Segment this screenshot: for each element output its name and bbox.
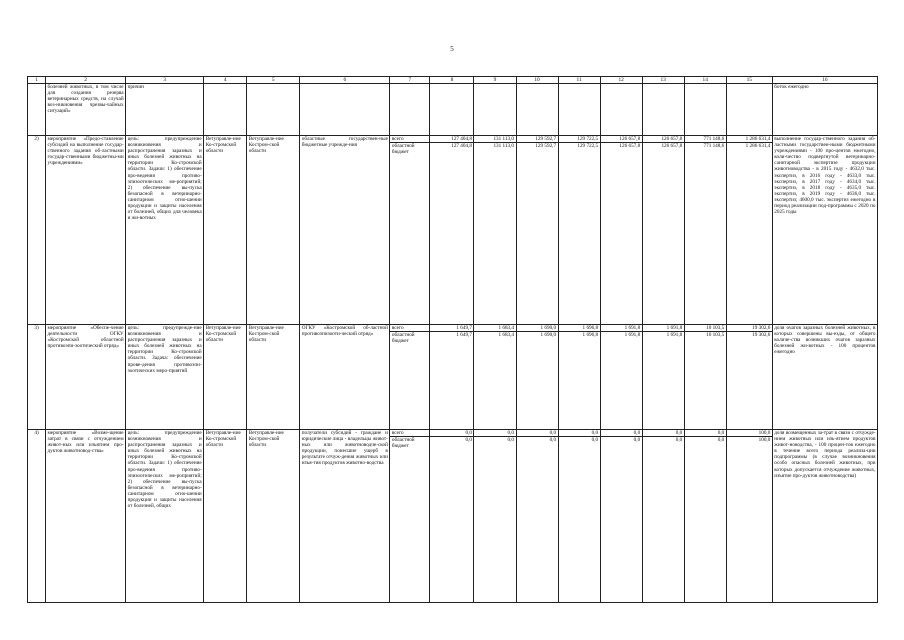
funding-source-cell — [390, 136, 430, 325]
header-cell: 4 — [204, 77, 247, 84]
value-total: 100,0 — [758, 437, 771, 444]
value-2017-cell — [516, 325, 558, 430]
table-row — [28, 430, 878, 603]
goal-text: цель: предупреждение возникновения и распространения заразных и иных болезней животных на территории Ко-стромской области. Задачи: 1) обеспечение про-ведения противо-эпизоотических ме-роприятий; 2) обеспечение вы-пуска безопасной в ветеринарно-санитарном отно-шении продукции и защиты населения от болезней, общих — [126, 430, 204, 603]
value-2015: 1 649,7 — [456, 332, 472, 339]
value-2020-cell — [642, 84, 684, 136]
row-number — [28, 84, 46, 136]
value-2016: 1 683,4 — [498, 332, 515, 339]
funding-source: всего — [390, 430, 429, 437]
value-2018: 129 722,5 — [577, 143, 599, 150]
value-2018: 1 696,8 — [582, 332, 599, 339]
header-cell: 2 — [46, 77, 126, 84]
executor: Ветупрaвле-ние Ко-стромской области — [204, 136, 247, 325]
value-2018: 1 696,8 — [559, 325, 600, 332]
header-cell: 1 — [28, 77, 46, 84]
recipient: областные государствен-ные бюджетные учрежде-ния — [300, 136, 390, 325]
value-2021-2025: 10 103,5 — [685, 325, 726, 332]
value-2016: 131 113,0 — [474, 136, 515, 143]
value-2020: 0,0 — [643, 430, 684, 437]
value-2021-2025: 771 148,6 — [703, 143, 725, 150]
event-name: мероприятие «Обеспе-чение деятельности ОГКУ «Костромской областной противоэпи-зоотический отряд» — [46, 325, 126, 430]
value-2016: 0,0 — [474, 430, 515, 437]
value-2017: 129 592,7 — [535, 143, 557, 150]
value-2017: 1 690,0 — [517, 325, 558, 332]
funding-source: областной бюджет — [391, 143, 415, 156]
value-2019-cell — [600, 136, 642, 325]
value-2020: 126 657,8 — [661, 143, 683, 150]
value-total: 100,0 — [727, 430, 772, 437]
executor — [204, 84, 247, 136]
value-2019: 126 657,8 — [619, 143, 641, 150]
funding-source-cell — [390, 430, 430, 603]
value-2017: 0,0 — [517, 430, 558, 437]
funding-source: областной бюджет — [391, 437, 415, 450]
value-2015-cell — [430, 136, 474, 325]
header-row — [28, 77, 878, 84]
value-2016-cell — [474, 136, 516, 325]
value-2020: 126 657,8 — [643, 136, 684, 143]
header-cell: 11 — [558, 77, 600, 84]
value-2019: 126 657,8 — [601, 136, 642, 143]
value-2016: 1 683,4 — [474, 325, 515, 332]
value-2021-2025-cell — [684, 84, 726, 136]
value-2021-2025: 10 103,5 — [706, 332, 725, 339]
value-2019: 1 691,8 — [601, 325, 642, 332]
value-2019: 0,0 — [633, 437, 641, 444]
value-2015-cell — [430, 84, 474, 136]
value-2017: 1 690,0 — [540, 332, 557, 339]
result-indicator: выполнение государ-ственного задания об-ластными государствен-ными бюджетными учреждениями - 100 про-центов ежегодно, коли-чество подвергнутой ветеринарно-санитарной экспертизе продукции животноводства - в 2015 году - 4632,0 тыс. экспертиз, в 2016 году - 4633,0 тыс. экспертиз, в 2017 году - 4634,0 тыс. экспертиз, в 2018 году - 4635,0 тыс. экспертиз, в 2019 году - 4636,0 тыс. экспертиз; 4600,0 тыс. экспертиз ежегодно в период реализации под-программы с 2020 по 2025 годы — [772, 136, 877, 325]
header-cell: 15 — [726, 77, 772, 84]
header-cell: 8 — [430, 77, 474, 84]
value-2015: 127 404,8 — [430, 136, 473, 143]
value-2017-cell — [516, 84, 558, 136]
event-name: мероприятие «Возме-щение затрат в связи с отчуждением живот-ных или изъятием про-дуктов животновод-ства» — [46, 430, 126, 603]
value-2021-2025-cell — [684, 136, 726, 325]
value-2021-2025: 0,0 — [717, 437, 725, 444]
value-total: 1 286 631,4 — [727, 136, 772, 143]
value-2020-cell — [642, 430, 684, 603]
table-row — [28, 325, 878, 430]
value-2021-2025-cell — [684, 430, 726, 603]
header-cell: 13 — [642, 77, 684, 84]
value-2015: 0,0 — [430, 430, 473, 437]
result-indicator: доля возмещенных за-трат в связи с отчужде-нием животных или изъ-ятием продуктов живот-новодства, - 100 процен-тов ежегодно в течение всего периода реализа-ции подпрограммы (в случае возникновения особо опасных болезней животных, при которых допускается отчуждение животных, изъятие про-дуктов животноводства) — [772, 430, 877, 603]
funding-source-cell — [390, 325, 430, 430]
header-cell: 7 — [390, 77, 430, 84]
value-total-cell — [726, 84, 772, 136]
result-indicator: доля очагов заразных болезней животных, в которых совершены вы-езды, от общего количе-ства возникших очагов заразных болезней жи-вотных - 100 процентов ежегодно — [772, 325, 877, 430]
value-2019: 1 691,8 — [624, 332, 641, 339]
header-cell: 14 — [684, 77, 726, 84]
value-2020-cell — [642, 325, 684, 430]
value-2015-cell — [430, 325, 474, 430]
value-2020-cell — [642, 136, 684, 325]
value-2021-2025: 771 148,6 — [685, 136, 726, 143]
header-cell: 10 — [516, 77, 558, 84]
page-number: 5 — [450, 45, 454, 53]
value-2015: 1 649,7 — [430, 325, 473, 332]
value-2015-cell — [430, 430, 474, 603]
value-2018-cell — [558, 430, 600, 603]
header-cell: 5 — [247, 77, 300, 84]
goal-text: цель: предупрежде-ние возникновения и распространения заразных и иных болезней животных на территории Ко-стромской области. Задача: обеспечение прове-дения противоэпи-зоотических меро-приятий — [126, 325, 204, 430]
value-2017-cell — [516, 430, 558, 603]
value-2017: 0,0 — [549, 437, 557, 444]
value-2018-cell — [558, 136, 600, 325]
table-row — [28, 84, 878, 136]
header-cell: 16 — [772, 77, 877, 84]
header-cell: 9 — [474, 77, 516, 84]
value-2021-2025-cell — [684, 325, 726, 430]
value-2015: 127 404,8 — [451, 143, 472, 150]
value-2017: 129 592,7 — [517, 136, 558, 143]
value-2019-cell — [600, 430, 642, 603]
row-number: 4) — [28, 430, 46, 603]
executor: Ветупрaвле-ние Ко-стромской области — [204, 430, 247, 603]
value-total: 19 302,6 — [752, 332, 771, 339]
value-total: 19 302,6 — [727, 325, 772, 332]
value-2015: 0,0 — [465, 437, 472, 444]
row-number: 2) — [28, 136, 46, 325]
recipient: получатели субсидий - граждане и юридические лица - владельцы живот-ных или животноводче-ской продукции, понесшие ущерб в результате отчуж-дения животных или изъя-тия продуктов животно-водства — [300, 430, 390, 603]
value-2020: 1 691,8 — [643, 325, 684, 332]
result-indicator: боток ежегодно — [772, 84, 877, 136]
event-name: мероприятие «Предо-ставление субсидий на выполнение государ-ственного задания об-ластными государ-ственными бюджетны-ми учреждениями» — [46, 136, 126, 325]
value-2018: 0,0 — [559, 430, 600, 437]
value-2018-cell — [558, 84, 600, 136]
executor: Ветупрaвле-ние Ко-стромской области — [204, 325, 247, 430]
coexecutor — [247, 84, 300, 136]
value-total-cell — [726, 430, 772, 603]
value-total-cell — [726, 136, 772, 325]
funding-source: всего — [390, 136, 429, 143]
value-2016: 0,0 — [507, 437, 515, 444]
coexecutor: Ветупрaвле-ние Костром-ской области — [247, 430, 300, 603]
value-2016-cell — [474, 84, 516, 136]
header-cell: 6 — [300, 77, 390, 84]
recipient — [300, 84, 390, 136]
funding-source: всего — [390, 325, 429, 332]
value-2019: 0,0 — [601, 430, 642, 437]
value-2018: 0,0 — [591, 437, 599, 444]
header-cell: 3 — [126, 77, 204, 84]
event-name: болезней животных, в том числе для создания резерва ветеринарных средств, на случай воз-никновения чрезвы-чайных ситуаций» — [46, 84, 126, 136]
value-2016-cell — [474, 430, 516, 603]
value-2016-cell — [474, 325, 516, 430]
value-2019-cell — [600, 325, 642, 430]
program-table — [27, 76, 878, 603]
value-2020: 0,0 — [675, 437, 683, 444]
value-2020: 1 691,8 — [666, 332, 683, 339]
value-total: 1 286 631,4 — [745, 143, 771, 150]
funding-source: областной бюджет — [391, 332, 415, 345]
goal-text: цель: предупреждение возникновения и распространения заразных и иных болезней животных на территории Ко-стромской области. Задачи: 1) обеспечение про-ведения противо-эпизоотических ме-роприятий; 2) обеспечение вы-пуска безопасной в ветеринарно-санитарном отно-шении продукции и защиты населения от болезней, общих для человека и жи-вотных — [126, 136, 204, 325]
value-2019-cell — [600, 84, 642, 136]
header-cell: 12 — [600, 77, 642, 84]
coexecutor: Ветупрaвле-ние Костром-ской области — [247, 325, 300, 430]
row-number: 3) — [28, 325, 46, 430]
value-2018: 129 722,5 — [559, 136, 600, 143]
value-2021-2025: 0,0 — [685, 430, 726, 437]
table-row — [28, 136, 878, 325]
goal-text: причин — [126, 84, 204, 136]
value-total-cell — [726, 325, 772, 430]
value-2018-cell — [558, 325, 600, 430]
value-2016: 131 113,0 — [493, 143, 515, 150]
funding-source-cell — [390, 84, 430, 136]
value-2017-cell — [516, 136, 558, 325]
coexecutor: Ветупрaвле-ние Костром-ской области — [247, 136, 300, 325]
recipient: ОГКУ «Костромской об-ластной противоэпизооти-ческий отряд» — [300, 325, 390, 430]
